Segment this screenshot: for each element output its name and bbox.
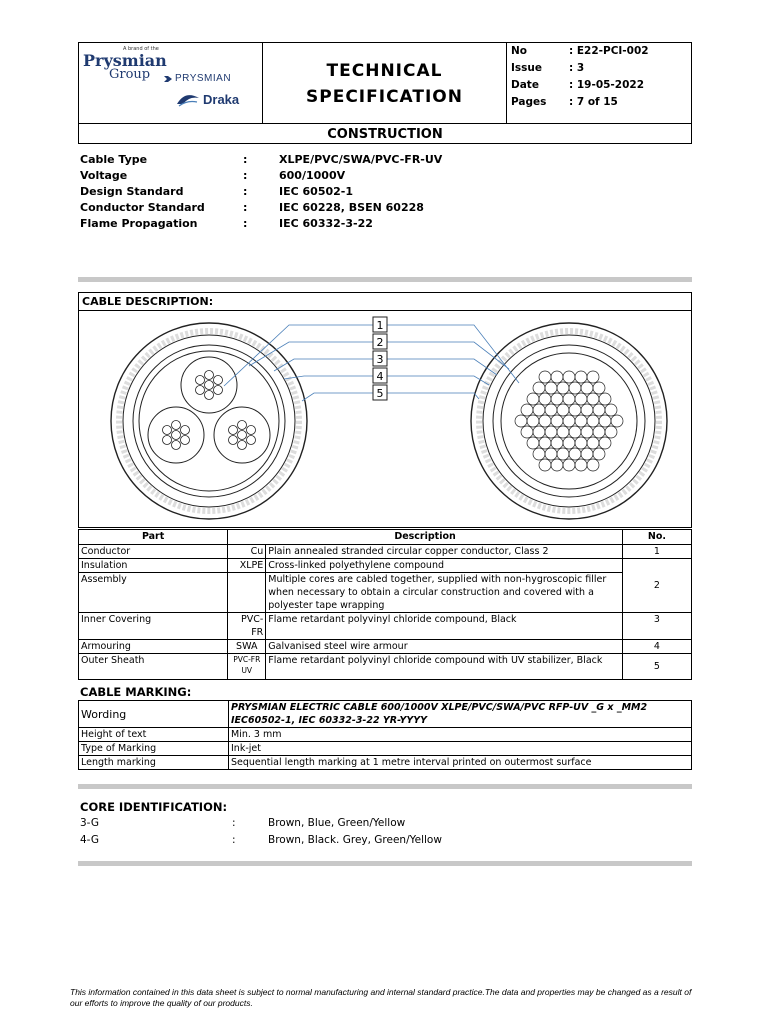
meta-row-date: [507, 77, 691, 94]
cell-desc: Multiple cores are cabled together, supplied with non-hygroscopic filler when necessary to obtain a circular construction and covered with a polyester tape wrapping: [266, 573, 623, 613]
footer-disclaimer: This information contained in this data sheet is subject to normal manufacturing and internal standard practice.The data and properties may be changed as a result of our efforts to improve the quality of our products.: [70, 987, 692, 1008]
title-technical: TECHNICAL: [326, 61, 443, 81]
spec-label: Design Standard: [80, 185, 184, 198]
cell-part: Insulation: [79, 559, 228, 573]
callout-1: 1: [376, 319, 384, 332]
cell-part: Outer Sheath: [79, 654, 228, 680]
callout-leader-lines: [224, 325, 519, 401]
spec-label: Voltage: [80, 169, 128, 182]
core-value: Brown, Blue, Green/Yellow: [268, 817, 406, 829]
spec-row: [80, 168, 692, 184]
meta-value: : 7 of 15: [569, 96, 618, 108]
cell-no: 5: [622, 654, 691, 680]
cell-desc: Flame retardant polyvinyl chloride compound, Black: [266, 613, 623, 640]
spec-colon: :: [243, 201, 248, 214]
draka-mark-icon: [175, 92, 201, 108]
cell-desc: Flame retardant polyvinyl chloride compound with UV stabilizer, Black: [266, 654, 623, 680]
table-row: [79, 573, 692, 613]
core-value: Brown, Black. Grey, Green/Yellow: [268, 834, 442, 846]
cell-desc: Cross-linked polyethylene compound: [266, 559, 623, 573]
brand-tagline: A brand of the: [123, 46, 159, 52]
table-row: [79, 728, 692, 742]
prysmian-logo-text: PRYSMIAN: [175, 73, 232, 84]
meta-value: : E22-PCI-002: [569, 45, 649, 57]
spec-label: Conductor Standard: [80, 201, 205, 214]
marking-value: Min. 3 mm: [229, 728, 692, 742]
marking-label: Length marking: [79, 756, 229, 770]
cable-3core-cross-section: [111, 323, 307, 519]
parts-table-header: [79, 530, 692, 545]
cell-code: PVC-FR UV: [228, 654, 266, 680]
table-row: [79, 701, 692, 728]
meta-value: : 3: [569, 62, 585, 74]
title-specification: SPECIFICATION: [306, 87, 463, 107]
table-row: [79, 654, 692, 680]
marking-value: Ink-jet: [229, 742, 692, 756]
cell-part: Assembly: [79, 573, 228, 613]
cell-code: PVC-FR: [228, 613, 266, 640]
cell-code: [228, 573, 266, 613]
core-key: 3-G: [80, 817, 99, 829]
cell-no: 2: [622, 559, 691, 613]
core-colon: :: [232, 834, 236, 846]
marking-label: Wording: [79, 701, 229, 728]
meta-key: Date: [511, 79, 539, 91]
spec-value: XLPE/PVC/SWA/PVC-FR-UV: [279, 153, 443, 166]
core-key: 4-G: [80, 834, 99, 846]
brand-logo-block: [79, 43, 263, 123]
table-row: [79, 742, 692, 756]
spec-label: Flame Propagation: [80, 217, 198, 230]
document-title-block: [263, 43, 507, 123]
table-row: [79, 545, 692, 559]
marking-value: Sequential length marking at 1 metre interval printed on outermost surface: [229, 756, 692, 770]
table-row: [79, 613, 692, 640]
cell-part: Armouring: [79, 640, 228, 654]
spec-colon: :: [243, 217, 248, 230]
spec-colon: :: [243, 169, 248, 182]
cell-desc: Plain annealed stranded circular copper conductor, Class 2: [266, 545, 623, 559]
callout-4: 4: [376, 370, 384, 383]
callout-labels: [373, 317, 387, 400]
spec-colon: :: [243, 153, 248, 166]
cell-part: Conductor: [79, 545, 228, 559]
col-header-no: No.: [622, 530, 691, 545]
cell-desc: Galvanised steel wire armour: [266, 640, 623, 654]
cell-no: 1: [622, 545, 691, 559]
cable-cross-section-diagram: [79, 311, 691, 527]
table-row: [79, 640, 692, 654]
spec-row: [80, 200, 692, 216]
marking-label: Height of text: [79, 728, 229, 742]
prysmian-group-logo-text: Prysmian: [83, 51, 167, 70]
meta-key: Pages: [511, 96, 547, 108]
cell-code: SWA: [228, 640, 266, 654]
table-row: [79, 756, 692, 770]
cell-no: 3: [622, 613, 691, 640]
meta-row-pages: [507, 94, 691, 111]
spec-value: IEC 60332-3-22: [279, 217, 373, 230]
cable-multicore-cross-section: [471, 323, 667, 519]
parts-table: [78, 529, 692, 680]
prysmian-mark-icon: [163, 74, 173, 84]
core-identification-heading: CORE IDENTIFICATION:: [80, 800, 228, 814]
spec-value: 600/1000V: [279, 169, 346, 182]
core-identification-list: [80, 815, 692, 849]
meta-row-issue: [507, 60, 691, 77]
cable-marking-heading: CABLE MARKING:: [80, 685, 192, 699]
spec-value: IEC 60502-1: [279, 185, 353, 198]
section-title-construction: CONSTRUCTION: [79, 123, 691, 144]
meta-key: No: [511, 45, 528, 57]
list-item: [80, 832, 692, 849]
callout-3: 3: [376, 353, 384, 366]
meta-row-no: [507, 43, 691, 60]
col-header-part: Part: [79, 530, 228, 545]
document-meta-block: [507, 43, 691, 123]
table-row: [79, 559, 692, 573]
draka-logo-text: Draka: [203, 92, 240, 107]
cable-description-box: [78, 292, 692, 528]
section-divider: [78, 784, 692, 789]
group-logo-text: Group: [109, 67, 151, 82]
document-header: [78, 42, 692, 144]
spec-label: Cable Type: [80, 153, 148, 166]
spec-value: IEC 60228, BSEN 60228: [279, 201, 424, 214]
list-item: [80, 815, 692, 832]
core-colon: :: [232, 817, 236, 829]
cell-part: Inner Covering: [79, 613, 228, 640]
section-divider: [78, 861, 692, 866]
meta-value: : 19-05-2022: [569, 79, 645, 91]
cable-marking-table: [78, 700, 692, 770]
callout-2: 2: [376, 336, 384, 349]
spec-row: [80, 216, 692, 232]
col-header-description: Description: [228, 530, 623, 545]
marking-label: Type of Marking: [79, 742, 229, 756]
cell-code: XLPE: [228, 559, 266, 573]
callout-5: 5: [376, 387, 384, 400]
cell-no: 4: [622, 640, 691, 654]
cable-description-heading: CABLE DESCRIPTION:: [79, 293, 691, 311]
spec-colon: :: [243, 185, 248, 198]
meta-key: Issue: [511, 62, 543, 74]
spec-row: [80, 152, 692, 168]
spec-list: [80, 152, 692, 232]
section-divider: [78, 277, 692, 282]
spec-row: [80, 184, 692, 200]
marking-value: PRYSMIAN ELECTRIC CABLE 600/1000V XLPE/PVC/SWA/PVC RFP-UV _G x _MM2 IEC60502-1, IEC 60332-3-22 YR-YYYY: [229, 701, 692, 728]
cell-code: Cu: [228, 545, 266, 559]
